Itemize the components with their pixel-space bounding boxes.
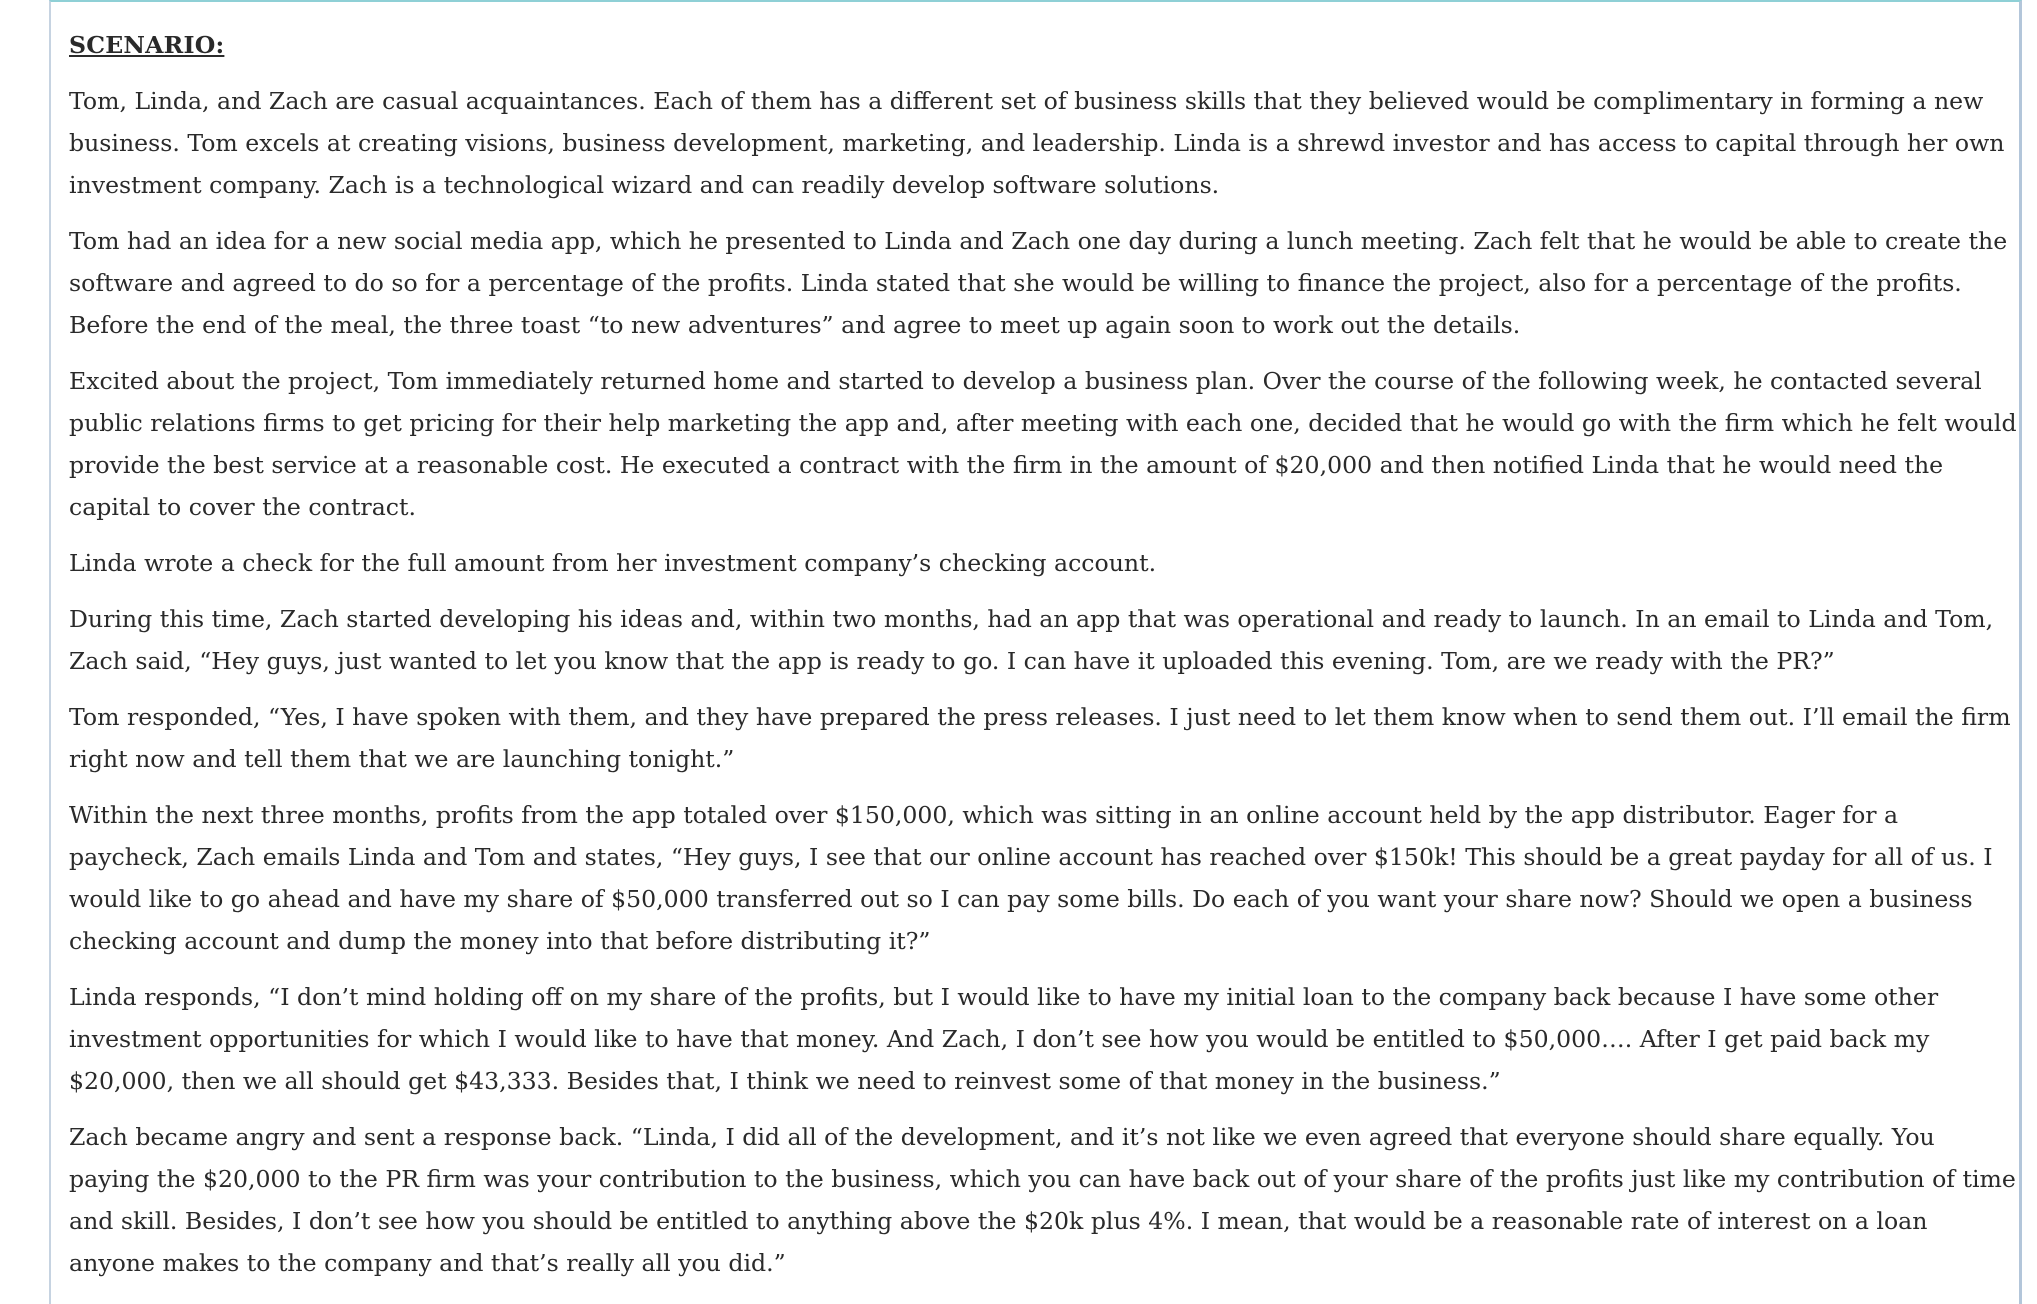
paragraph-zach-app: During this time, Zach started developing his ideas and, within two months, had an app that was operational and ready to launch. In an email to Linda and Tom, Zach said, “Hey guys, just wanted to let you know that the app is ready to go. I can have it uploaded this evening. Tom, are we ready with the PR?” [69,605,1994,675]
scenario-content [69,24,2019,1298]
paragraph-linda-check: Linda wrote a check for the full amount from her investment company’s checking account. [69,549,1157,577]
paragraph-intro: Tom, Linda, and Zach are casual acquaintances. Each of them has a different set of business skills that they believed would be complimentary in forming a new business. Tom excels at creating visions, business development, marketing, and leadership. Linda is a shrewd investor and has access to capital through her own investment company. Zach is a technological wizard and can readily develop software solutions. [69,87,2005,199]
paragraph-linda-response: Linda responds, “I don’t mind holding off on my share of the profits, but I would like to have my initial loan to the company back because I have some other investment opportunities for which I would like to have that money. And Zach, I don’t see how you would be entitled to $50,000…. After I get paid back my $20,000, then we all should get $43,333. Besides that, I think we need to reinvest some of that money in the business.” [69,983,1939,1095]
paragraph-tom-response: Tom responded, “Yes, I have spoken with them, and they have prepared the press releases. I just need to let them know when to send them out. I’ll email the firm right now and tell them that we are launching tonight.” [69,703,2011,773]
paragraph-profits: Within the next three months, profits from the app totaled over $150,000, which was sitting in an online account held by the app distributor. Eager for a paycheck, Zach emails Linda and Tom and states, “Hey guys, I see that our online account has reached over $150k! This should be a great payday for all of us. I would like to go ahead and have my share of $50,000 transferred out so I can pay some bills. Do each of you want your share now? Should we open a business checking account and dump the money into that before distributing it?” [69,801,1993,955]
paragraph-lunch-meeting: Tom had an idea for a new social media app, which he presented to Linda and Zach one day during a lunch meeting. Zach felt that he would be able to create the software and agreed to do so for a percentage of the profits. Linda stated that she would be willing to finance the project, also for a percentage of the profits. Before the end of the meal, the three toast “to new adventures” and agree to meet up again soon to work out the details. [69,227,2008,339]
paragraph-business-plan: Excited about the project, Tom immediately returned home and started to develop a business plan. Over the course of the following week, he contacted several public relations firms to get pricing for their help marketing the app and, after meeting with each one, decided that he would go with the firm which he felt would provide the best service at a reasonable cost. He executed a contract with the firm in the amount of $20,000 and then notified Linda that he would need the capital to cover the contract. [69,367,2017,521]
document-frame [49,0,2022,1304]
paragraph-zach-angry: Zach became angry and sent a response back. “Linda, I did all of the development, and it’s not like we even agreed that everyone should share equally. You paying the $20,000 to the PR firm was your contribution to the business, which you can have back out of your share of the profits just like my contribution of time and skill. Besides, I don’t see how you should be entitled to anything above the $20k plus 4%. I mean, that would be a reasonable rate of interest on a loan anyone makes to the company and that’s really all you did.” [69,1123,2016,1277]
scenario-heading: SCENARIO: [69,31,225,59]
